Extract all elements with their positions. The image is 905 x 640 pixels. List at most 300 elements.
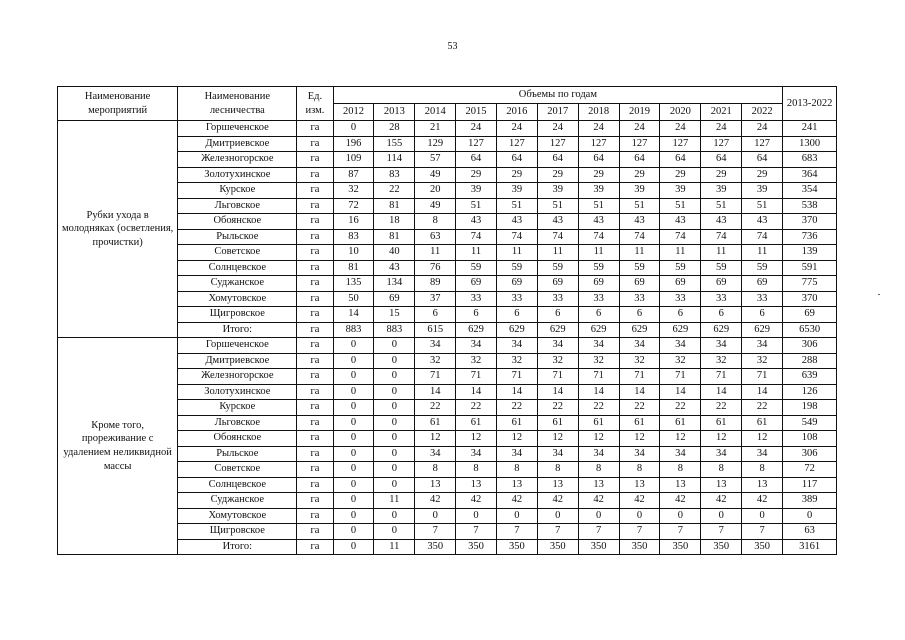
volume-cell: 83 xyxy=(333,229,374,245)
volume-cell: 33 xyxy=(496,291,537,307)
volume-cell: 49 xyxy=(415,198,456,214)
volume-cell: 83 xyxy=(374,167,415,183)
volume-cell: 32 xyxy=(619,353,660,369)
unit-cell: га xyxy=(297,446,333,462)
period-total-cell: 72 xyxy=(783,462,837,478)
volume-cell: 32 xyxy=(496,353,537,369)
forestry-name: Итого: xyxy=(178,322,297,338)
volume-cell: 0 xyxy=(374,415,415,431)
volume-cell: 39 xyxy=(660,183,701,199)
period-total-cell: 139 xyxy=(783,245,837,261)
volume-cell: 32 xyxy=(660,353,701,369)
volume-cell: 0 xyxy=(333,539,374,555)
header-total-period: 2013-2022 xyxy=(783,87,837,121)
unit-cell: га xyxy=(297,338,333,354)
volume-cell: 11 xyxy=(742,245,783,261)
volume-cell: 0 xyxy=(333,415,374,431)
volume-cell: 59 xyxy=(496,260,537,276)
table-header xyxy=(58,87,837,121)
volume-cell: 155 xyxy=(374,136,415,152)
volume-cell: 29 xyxy=(660,167,701,183)
header-unit: Ед. изм. xyxy=(297,87,333,121)
volume-cell: 43 xyxy=(456,214,497,230)
volume-cell: 7 xyxy=(456,524,497,540)
volume-cell: 629 xyxy=(496,322,537,338)
volume-cell: 0 xyxy=(374,353,415,369)
unit-cell: га xyxy=(297,477,333,493)
volume-cell: 14 xyxy=(660,384,701,400)
volume-cell: 32 xyxy=(701,353,742,369)
volume-cell: 39 xyxy=(456,183,497,199)
volume-cell: 0 xyxy=(742,508,783,524)
volume-cell: 0 xyxy=(619,508,660,524)
volume-cell: 127 xyxy=(742,136,783,152)
volume-cell: 29 xyxy=(701,167,742,183)
volume-cell: 8 xyxy=(456,462,497,478)
period-total-cell: 775 xyxy=(783,276,837,292)
volume-cell: 71 xyxy=(415,369,456,385)
volume-cell: 64 xyxy=(619,152,660,168)
volume-cell: 40 xyxy=(374,245,415,261)
unit-cell: га xyxy=(297,539,333,555)
volume-cell: 51 xyxy=(701,198,742,214)
volume-cell: 0 xyxy=(333,508,374,524)
volume-cell: 51 xyxy=(456,198,497,214)
volume-cell: 74 xyxy=(660,229,701,245)
volume-cell: 0 xyxy=(374,524,415,540)
volume-cell: 32 xyxy=(537,353,578,369)
period-total-cell: 538 xyxy=(783,198,837,214)
unit-cell: га xyxy=(297,508,333,524)
volume-cell: 43 xyxy=(578,214,619,230)
volume-cell: 24 xyxy=(578,121,619,137)
volume-cell: 69 xyxy=(660,276,701,292)
period-total-cell: 198 xyxy=(783,400,837,416)
volume-cell: 883 xyxy=(333,322,374,338)
forestry-name: Итого: xyxy=(178,539,297,555)
volume-cell: 42 xyxy=(496,493,537,509)
volume-cell: 33 xyxy=(742,291,783,307)
volume-cell: 34 xyxy=(578,338,619,354)
volume-cell: 6 xyxy=(537,307,578,323)
period-total-cell: 69 xyxy=(783,307,837,323)
period-total-cell: 549 xyxy=(783,415,837,431)
volume-cell: 7 xyxy=(619,524,660,540)
period-total-cell: 639 xyxy=(783,369,837,385)
volume-cell: 34 xyxy=(742,338,783,354)
volume-cell: 59 xyxy=(619,260,660,276)
table-row xyxy=(58,338,837,354)
volume-cell: 14 xyxy=(333,307,374,323)
volume-cell: 7 xyxy=(496,524,537,540)
volume-cell: 7 xyxy=(578,524,619,540)
volume-cell: 0 xyxy=(333,400,374,416)
unit-cell: га xyxy=(297,307,333,323)
volume-cell: 32 xyxy=(456,353,497,369)
volume-cell: 71 xyxy=(660,369,701,385)
volume-cell: 629 xyxy=(742,322,783,338)
volume-cell: 18 xyxy=(374,214,415,230)
unit-cell: га xyxy=(297,462,333,478)
volume-cell: 74 xyxy=(456,229,497,245)
volume-cell: 34 xyxy=(619,338,660,354)
volume-cell: 8 xyxy=(660,462,701,478)
volume-cell: 6 xyxy=(415,307,456,323)
volume-cell: 629 xyxy=(619,322,660,338)
volume-cell: 42 xyxy=(578,493,619,509)
volume-cell: 43 xyxy=(660,214,701,230)
volume-cell: 69 xyxy=(496,276,537,292)
forestry-name: Железногорское xyxy=(178,152,297,168)
volume-cell: 0 xyxy=(333,121,374,137)
volume-cell: 12 xyxy=(619,431,660,447)
volume-cell: 87 xyxy=(333,167,374,183)
volume-cell: 57 xyxy=(415,152,456,168)
volume-cell: 74 xyxy=(742,229,783,245)
volume-cell: 20 xyxy=(415,183,456,199)
forestry-name: Курское xyxy=(178,183,297,199)
volume-cell: 24 xyxy=(701,121,742,137)
volume-cell: 196 xyxy=(333,136,374,152)
period-total-cell: 3161 xyxy=(783,539,837,555)
period-total-cell: 288 xyxy=(783,353,837,369)
volume-cell: 22 xyxy=(742,400,783,416)
table-row xyxy=(58,121,837,137)
volume-cell: 8 xyxy=(537,462,578,478)
unit-cell: га xyxy=(297,369,333,385)
period-total-cell: 370 xyxy=(783,291,837,307)
volume-cell: 42 xyxy=(701,493,742,509)
volume-cell: 33 xyxy=(537,291,578,307)
volume-cell: 89 xyxy=(415,276,456,292)
volume-cell: 51 xyxy=(619,198,660,214)
volume-cell: 74 xyxy=(537,229,578,245)
volume-cell: 8 xyxy=(415,462,456,478)
activity-name: Кроме того, прореживание с удалением неликвидной массы xyxy=(58,338,178,555)
volume-cell: 127 xyxy=(496,136,537,152)
unit-cell: га xyxy=(297,198,333,214)
unit-cell: га xyxy=(297,229,333,245)
volume-cell: 6 xyxy=(660,307,701,323)
volume-cell: 13 xyxy=(496,477,537,493)
volume-cell: 0 xyxy=(496,508,537,524)
volume-cell: 629 xyxy=(660,322,701,338)
volume-cell: 135 xyxy=(333,276,374,292)
volume-cell: 0 xyxy=(660,508,701,524)
volume-cell: 29 xyxy=(619,167,660,183)
volume-cell: 32 xyxy=(415,353,456,369)
volume-cell: 12 xyxy=(701,431,742,447)
volume-cell: 6 xyxy=(456,307,497,323)
volume-cell: 0 xyxy=(333,493,374,509)
volume-cell: 39 xyxy=(619,183,660,199)
forestry-name: Курское xyxy=(178,400,297,416)
volume-cell: 69 xyxy=(619,276,660,292)
volume-cell: 71 xyxy=(742,369,783,385)
volume-cell: 50 xyxy=(333,291,374,307)
volume-cell: 13 xyxy=(619,477,660,493)
header-year: 2017 xyxy=(537,104,578,121)
volume-cell: 13 xyxy=(701,477,742,493)
volume-cell: 7 xyxy=(415,524,456,540)
volume-cell: 12 xyxy=(415,431,456,447)
period-total-cell: 389 xyxy=(783,493,837,509)
volume-cell: 32 xyxy=(578,353,619,369)
volume-cell: 11 xyxy=(415,245,456,261)
volume-cell: 34 xyxy=(456,446,497,462)
volume-cell: 13 xyxy=(415,477,456,493)
volume-cell: 34 xyxy=(456,338,497,354)
forestry-name: Рыльское xyxy=(178,229,297,245)
volume-cell: 22 xyxy=(374,183,415,199)
volume-cell: 12 xyxy=(496,431,537,447)
unit-cell: га xyxy=(297,167,333,183)
volume-cell: 14 xyxy=(619,384,660,400)
volume-cell: 76 xyxy=(415,260,456,276)
volume-cell: 12 xyxy=(537,431,578,447)
header-year: 2012 xyxy=(333,104,374,121)
volume-cell: 127 xyxy=(537,136,578,152)
volume-cell: 350 xyxy=(496,539,537,555)
volume-cell: 14 xyxy=(496,384,537,400)
volume-cell: 71 xyxy=(701,369,742,385)
forestry-volumes-table xyxy=(57,86,837,555)
volume-cell: 350 xyxy=(456,539,497,555)
volume-cell: 49 xyxy=(415,167,456,183)
volume-cell: 22 xyxy=(660,400,701,416)
period-total-cell: 370 xyxy=(783,214,837,230)
volume-cell: 34 xyxy=(496,338,537,354)
volume-cell: 0 xyxy=(374,431,415,447)
volume-cell: 16 xyxy=(333,214,374,230)
forestry-name: Солнцевское xyxy=(178,260,297,276)
volume-cell: 22 xyxy=(578,400,619,416)
volume-cell: 69 xyxy=(537,276,578,292)
forestry-name: Щигровское xyxy=(178,524,297,540)
volume-cell: 629 xyxy=(456,322,497,338)
period-total-cell: 736 xyxy=(783,229,837,245)
volume-cell: 39 xyxy=(537,183,578,199)
header-year: 2021 xyxy=(701,104,742,121)
volume-cell: 42 xyxy=(660,493,701,509)
volume-cell: 34 xyxy=(619,446,660,462)
period-total-cell: 6530 xyxy=(783,322,837,338)
unit-cell: га xyxy=(297,136,333,152)
volume-cell: 34 xyxy=(701,338,742,354)
volume-cell: 61 xyxy=(742,415,783,431)
volume-cell: 69 xyxy=(701,276,742,292)
volume-cell: 72 xyxy=(333,198,374,214)
volume-cell: 69 xyxy=(742,276,783,292)
volume-cell: 615 xyxy=(415,322,456,338)
volume-cell: 350 xyxy=(537,539,578,555)
unit-cell: га xyxy=(297,245,333,261)
volume-cell: 74 xyxy=(496,229,537,245)
page-number: 53 xyxy=(447,41,458,52)
forestry-name: Советское xyxy=(178,245,297,261)
header-year: 2018 xyxy=(578,104,619,121)
activity-name: Рубки ухода в молодняках (осветления, прочистки) xyxy=(58,121,178,338)
forestry-name: Льговское xyxy=(178,198,297,214)
volume-cell: 42 xyxy=(619,493,660,509)
volume-cell: 74 xyxy=(701,229,742,245)
volume-cell: 69 xyxy=(578,276,619,292)
volume-cell: 42 xyxy=(456,493,497,509)
volume-cell: 81 xyxy=(374,198,415,214)
header-forestry: Наименование лесничества xyxy=(178,87,297,121)
volume-cell: 0 xyxy=(374,477,415,493)
header-year: 2013 xyxy=(374,104,415,121)
forestry-name: Хомутовское xyxy=(178,291,297,307)
volume-cell: 24 xyxy=(742,121,783,137)
volume-cell: 127 xyxy=(660,136,701,152)
volume-cell: 14 xyxy=(537,384,578,400)
volume-cell: 13 xyxy=(660,477,701,493)
volume-cell: 71 xyxy=(619,369,660,385)
volume-cell: 0 xyxy=(333,431,374,447)
volume-cell: 22 xyxy=(496,400,537,416)
volume-cell: 24 xyxy=(660,121,701,137)
volume-cell: 59 xyxy=(742,260,783,276)
volume-cell: 64 xyxy=(456,152,497,168)
volume-cell: 350 xyxy=(619,539,660,555)
volume-cell: 13 xyxy=(537,477,578,493)
volume-cell: 71 xyxy=(537,369,578,385)
forestry-name: Льговское xyxy=(178,415,297,431)
unit-cell: га xyxy=(297,384,333,400)
volume-cell: 24 xyxy=(537,121,578,137)
volume-cell: 14 xyxy=(415,384,456,400)
volume-cell: 0 xyxy=(333,369,374,385)
unit-cell: га xyxy=(297,493,333,509)
forestry-name: Рыльское xyxy=(178,446,297,462)
volume-cell: 24 xyxy=(456,121,497,137)
volume-cell: 28 xyxy=(374,121,415,137)
volume-cell: 59 xyxy=(537,260,578,276)
period-total-cell: 117 xyxy=(783,477,837,493)
volume-cell: 34 xyxy=(701,446,742,462)
volume-cell: 43 xyxy=(619,214,660,230)
volume-cell: 24 xyxy=(619,121,660,137)
volume-cell: 43 xyxy=(701,214,742,230)
volume-cell: 0 xyxy=(333,477,374,493)
volume-cell: 22 xyxy=(701,400,742,416)
volume-cell: 59 xyxy=(660,260,701,276)
volume-cell: 43 xyxy=(496,214,537,230)
volume-cell: 59 xyxy=(701,260,742,276)
volume-cell: 64 xyxy=(578,152,619,168)
volume-cell: 34 xyxy=(537,446,578,462)
volume-cell: 134 xyxy=(374,276,415,292)
volume-cell: 6 xyxy=(742,307,783,323)
unit-cell: га xyxy=(297,214,333,230)
volume-cell: 14 xyxy=(456,384,497,400)
volume-cell: 350 xyxy=(701,539,742,555)
forestry-name: Обоянское xyxy=(178,214,297,230)
volume-cell: 8 xyxy=(742,462,783,478)
header-year: 2019 xyxy=(619,104,660,121)
volume-cell: 6 xyxy=(496,307,537,323)
period-total-cell: 306 xyxy=(783,446,837,462)
period-total-cell: 63 xyxy=(783,524,837,540)
volume-cell: 34 xyxy=(578,446,619,462)
period-total-cell: 306 xyxy=(783,338,837,354)
forestry-name: Щигровское xyxy=(178,307,297,323)
header-year: 2016 xyxy=(496,104,537,121)
volume-cell: 6 xyxy=(701,307,742,323)
volume-cell: 6 xyxy=(578,307,619,323)
volume-cell: 64 xyxy=(742,152,783,168)
volume-cell: 12 xyxy=(742,431,783,447)
volume-cell: 22 xyxy=(456,400,497,416)
volume-cell: 21 xyxy=(415,121,456,137)
volume-cell: 11 xyxy=(537,245,578,261)
volume-cell: 8 xyxy=(578,462,619,478)
volume-cell: 14 xyxy=(701,384,742,400)
volume-cell: 7 xyxy=(742,524,783,540)
volume-cell: 0 xyxy=(374,369,415,385)
volume-cell: 43 xyxy=(742,214,783,230)
header-activity: Наименование мероприятий xyxy=(58,87,178,121)
volume-cell: 114 xyxy=(374,152,415,168)
volume-cell: 29 xyxy=(742,167,783,183)
volume-cell: 11 xyxy=(496,245,537,261)
volume-cell: 10 xyxy=(333,245,374,261)
volume-cell: 61 xyxy=(660,415,701,431)
volume-cell: 81 xyxy=(333,260,374,276)
volume-cell: 39 xyxy=(578,183,619,199)
volume-cell: 350 xyxy=(660,539,701,555)
volume-cell: 59 xyxy=(578,260,619,276)
volume-cell: 33 xyxy=(456,291,497,307)
volume-cell: 11 xyxy=(456,245,497,261)
volume-cell: 42 xyxy=(415,493,456,509)
unit-cell: га xyxy=(297,276,333,292)
volume-cell: 0 xyxy=(333,462,374,478)
table-body xyxy=(58,121,837,555)
volume-cell: 13 xyxy=(578,477,619,493)
volume-cell: 109 xyxy=(333,152,374,168)
volume-cell: 0 xyxy=(374,446,415,462)
volume-cell: 33 xyxy=(701,291,742,307)
period-total-cell: 591 xyxy=(783,260,837,276)
volume-cell: 0 xyxy=(374,462,415,478)
forestry-name: Золотухинское xyxy=(178,384,297,400)
header-year: 2020 xyxy=(660,104,701,121)
volume-cell: 61 xyxy=(496,415,537,431)
volume-cell: 6 xyxy=(619,307,660,323)
forestry-name: Железногорское xyxy=(178,369,297,385)
unit-cell: га xyxy=(297,524,333,540)
volume-cell: 29 xyxy=(537,167,578,183)
volume-cell: 71 xyxy=(578,369,619,385)
volume-cell: 34 xyxy=(415,338,456,354)
volume-cell: 51 xyxy=(537,198,578,214)
unit-cell: га xyxy=(297,152,333,168)
volume-cell: 11 xyxy=(619,245,660,261)
period-total-cell: 108 xyxy=(783,431,837,447)
volume-cell: 42 xyxy=(537,493,578,509)
volume-cell: 127 xyxy=(619,136,660,152)
volume-cell: 32 xyxy=(742,353,783,369)
volume-cell: 69 xyxy=(456,276,497,292)
volume-cell: 39 xyxy=(742,183,783,199)
forestry-name: Дмитриевское xyxy=(178,136,297,152)
volume-cell: 11 xyxy=(578,245,619,261)
header-year: 2015 xyxy=(456,104,497,121)
volume-cell: 8 xyxy=(415,214,456,230)
volume-cell: 29 xyxy=(456,167,497,183)
